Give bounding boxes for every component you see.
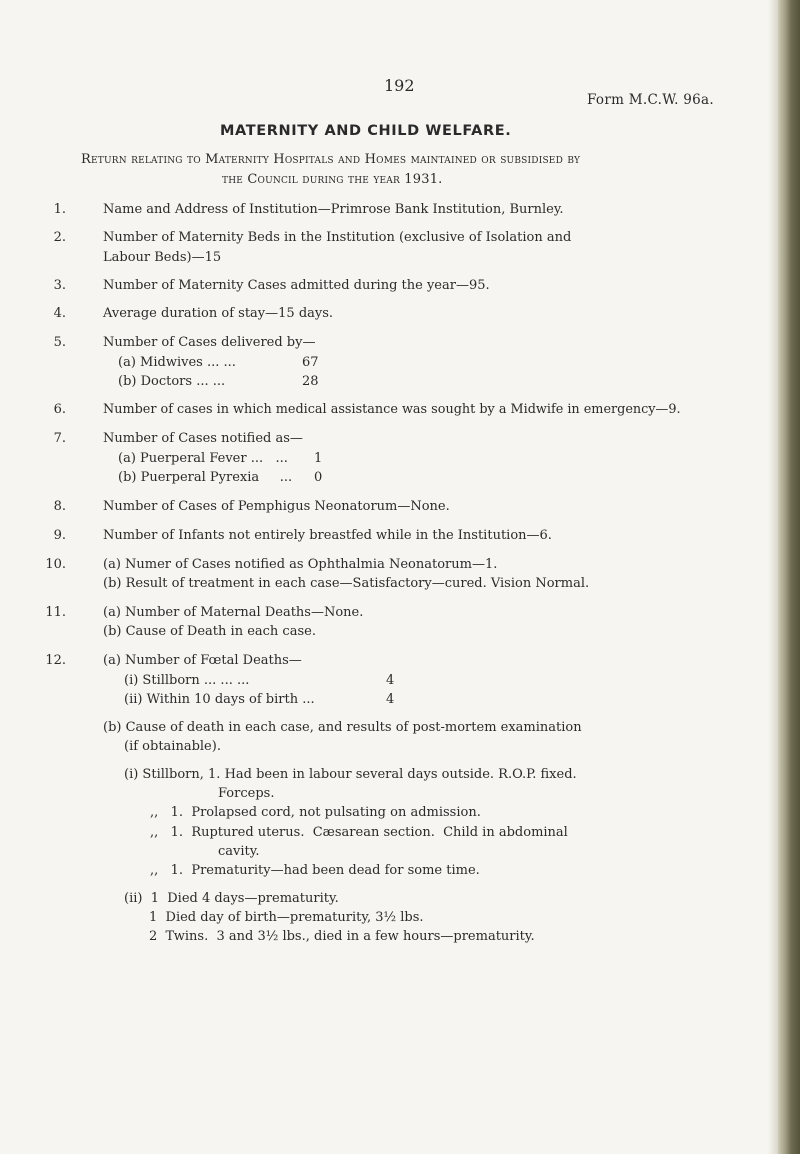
subitem-label: (b) Doctors ... ... — [118, 374, 226, 389]
subitem-a: (a) Numer of Cases notified as Ophthalmia Neonatorum—1. — [103, 557, 498, 572]
item-text: Number of Cases notified as— — [103, 431, 303, 446]
subitem-a: (a) Number of Fœtal Deaths— — [103, 653, 302, 668]
subitem-label: (i) Stillborn ... ... ... — [124, 673, 250, 688]
subitem-value: 0 — [314, 470, 323, 485]
subitem-value: 4 — [386, 692, 395, 707]
neonatal-death-1: (ii) 1 Died 4 days—prematurity. — [124, 891, 339, 906]
subitem-value: 28 — [302, 374, 319, 389]
item-number: 1. — [53, 202, 66, 217]
item-text: Number of Cases delivered by— — [103, 335, 316, 350]
subitem-a: (a) Number of Maternal Deaths—None. — [103, 605, 364, 620]
subitem-value: 4 — [386, 673, 395, 688]
item-number: 7. — [53, 431, 66, 446]
subitem-label: (ii) Within 10 days of birth ... — [124, 692, 315, 707]
item-number: 4. — [53, 306, 66, 321]
item-text: Average duration of stay—15 days. — [103, 306, 334, 321]
stillborn-cause-1-continued: Forceps. — [218, 786, 275, 801]
subitem-value: 1 — [314, 451, 323, 466]
subitem-b: (b) Cause of death in each case, and results of post-mortem examination — [103, 720, 582, 735]
item-text: Number of Maternity Cases admitted during the year—95. — [103, 278, 490, 293]
item-text: Name and Address of Institution—Primrose Bank Institution, Burnley. — [103, 202, 564, 217]
item-number: 2. — [53, 230, 66, 245]
page-number: 192 — [384, 76, 415, 95]
return-heading-line1: Return relating to Maternity Hospitals and Homes maintained or subsidised by — [81, 152, 581, 167]
neonatal-death-3: 2 Twins. 3 and 3½ lbs., died in a few hours—prematurity. — [149, 929, 535, 944]
subitem-b: (b) Result of treatment in each case—Satisfactory—cured. Vision Normal. — [103, 576, 590, 591]
stillborn-cause-1: (i) Stillborn, 1. Had been in labour several days outside. R.O.P. fixed. — [124, 767, 577, 782]
stillborn-cause-2: ,, 1. Prolapsed cord, not pulsating on admission. — [150, 805, 481, 820]
page-edge-shadow — [778, 0, 800, 1154]
item-number: 5. — [53, 335, 66, 350]
item-number: 8. — [53, 499, 66, 514]
neonatal-death-2: 1 Died day of birth—prematurity, 3½ lbs. — [149, 910, 424, 925]
item-number: 3. — [53, 278, 66, 293]
subitem-b: (b) Cause of Death in each case. — [103, 624, 316, 639]
item-number: 10. — [45, 557, 66, 572]
page-title: MATERNITY AND CHILD WELFARE. — [220, 123, 512, 139]
subitem-label: (a) Midwives ... ... — [118, 355, 236, 370]
item-number: 6. — [53, 402, 66, 417]
subitem-b-continued: (if obtainable). — [124, 739, 221, 754]
item-text: Number of Infants not entirely breastfed while in the Institution—6. — [103, 528, 552, 543]
stillborn-cause-4: ,, 1. Prematurity—had been dead for some time. — [150, 863, 480, 878]
stillborn-cause-3-continued: cavity. — [218, 844, 260, 859]
item-number: 9. — [53, 528, 66, 543]
item-text: Number of Cases of Pemphigus Neonatorum—None. — [103, 499, 450, 514]
page-edge-fade — [768, 0, 778, 1154]
item-text-continued: Labour Beds)—15 — [103, 250, 222, 265]
stillborn-cause-3: ,, 1. Ruptured uterus. Cæsarean section. Child in abdominal — [150, 825, 568, 840]
item-text: Number of cases in which medical assistance was sought by a Midwife in emergency—9. — [103, 402, 681, 417]
subitem-value: 67 — [302, 355, 319, 370]
item-text: Number of Maternity Beds in the Institution (exclusive of Isolation and — [103, 230, 572, 245]
item-number: 11. — [45, 605, 66, 620]
form-reference: Form M.C.W. 96a. — [587, 92, 714, 108]
return-heading-line2: the Council during the year 1931. — [222, 172, 443, 187]
item-number: 12. — [45, 653, 66, 668]
subitem-label: (a) Puerperal Fever ... ... — [118, 451, 288, 466]
subitem-label: (b) Puerperal Pyrexia ... — [118, 470, 293, 485]
